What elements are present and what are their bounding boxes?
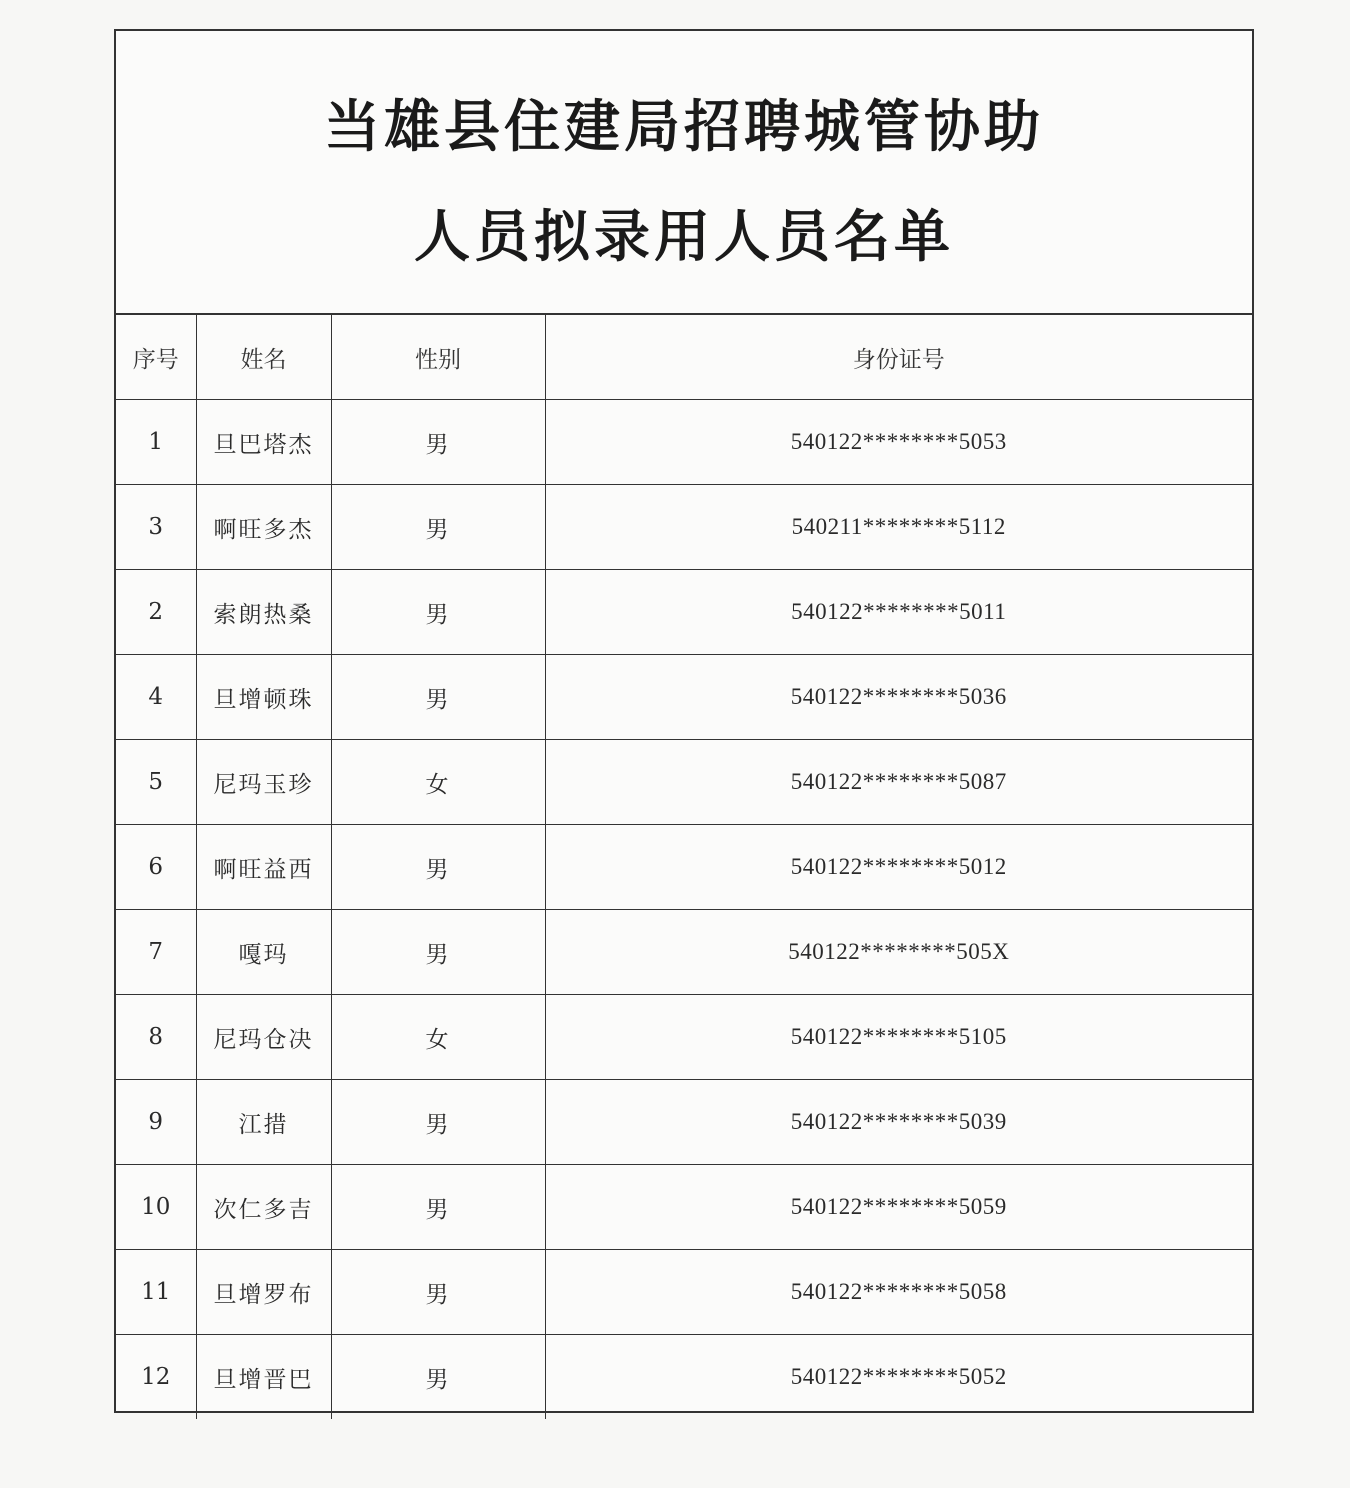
cell-gender: 男 [331,1250,545,1335]
cell-name: 旦增顿珠 [196,655,331,740]
cell-id-number: 540122********5012 [545,825,1252,910]
cell-name: 嘎玛 [196,910,331,995]
cell-seq: 6 [116,825,196,910]
cell-id-number: 540122********5052 [545,1335,1252,1420]
table-row [116,655,1252,740]
cell-gender: 男 [331,655,545,740]
header-seq: 序号 [116,315,196,400]
cell-seq: 11 [116,1250,196,1335]
cell-gender: 男 [331,1080,545,1165]
cell-id-number: 540122********5059 [545,1165,1252,1250]
table-row [116,995,1252,1080]
header-name: 姓名 [196,315,331,400]
cell-id-number: 540122********505X [545,910,1252,995]
cell-gender: 女 [331,995,545,1080]
cell-seq: 1 [116,400,196,485]
cell-id-number: 540211********5112 [545,485,1252,570]
document-title-line-1: 当雄县住建局招聘城管协助 [324,95,1044,160]
table-row [116,910,1252,995]
header-id-number: 身份证号 [545,315,1252,400]
cell-id-number: 540122********5105 [545,995,1252,1080]
cell-name: 啊旺多杰 [196,485,331,570]
cell-name: 尼玛仓决 [196,995,331,1080]
cell-name: 旦巴塔杰 [196,400,331,485]
cell-seq: 4 [116,655,196,740]
cell-name: 尼玛玉珍 [196,740,331,825]
cell-gender: 男 [331,1165,545,1250]
roster-table [116,315,1252,1419]
title-block [116,31,1252,315]
document-sheet [114,29,1254,1413]
cell-gender: 男 [331,1335,545,1420]
header-gender: 性别 [331,315,545,400]
table-row [116,400,1252,485]
cell-id-number: 540122********5058 [545,1250,1252,1335]
cell-seq: 12 [116,1335,196,1420]
cell-id-number: 540122********5087 [545,740,1252,825]
cell-seq: 10 [116,1165,196,1250]
table-header-row [116,315,1252,400]
table-row [116,1250,1252,1335]
cell-seq: 8 [116,995,196,1080]
table-row [116,485,1252,570]
cell-id-number: 540122********5036 [545,655,1252,740]
cell-seq: 7 [116,910,196,995]
table-row [116,1165,1252,1250]
cell-name: 索朗热桑 [196,570,331,655]
table-row [116,1080,1252,1165]
cell-gender: 女 [331,740,545,825]
cell-id-number: 540122********5011 [545,570,1252,655]
document-title-line-2: 人员拟录用人员名单 [414,205,954,270]
cell-gender: 男 [331,825,545,910]
cell-id-number: 540122********5039 [545,1080,1252,1165]
cell-id-number: 540122********5053 [545,400,1252,485]
cell-gender: 男 [331,570,545,655]
cell-name: 啊旺益西 [196,825,331,910]
table-row [116,570,1252,655]
cell-gender: 男 [331,910,545,995]
table-row [116,740,1252,825]
cell-seq: 2 [116,570,196,655]
cell-gender: 男 [331,400,545,485]
cell-gender: 男 [331,485,545,570]
cell-name: 次仁多吉 [196,1165,331,1250]
cell-name: 江措 [196,1080,331,1165]
cell-name: 旦增晋巴 [196,1335,331,1420]
table-row [116,825,1252,910]
cell-name: 旦增罗布 [196,1250,331,1335]
cell-seq: 3 [116,485,196,570]
cell-seq: 9 [116,1080,196,1165]
cell-seq: 5 [116,740,196,825]
table-row [116,1335,1252,1420]
